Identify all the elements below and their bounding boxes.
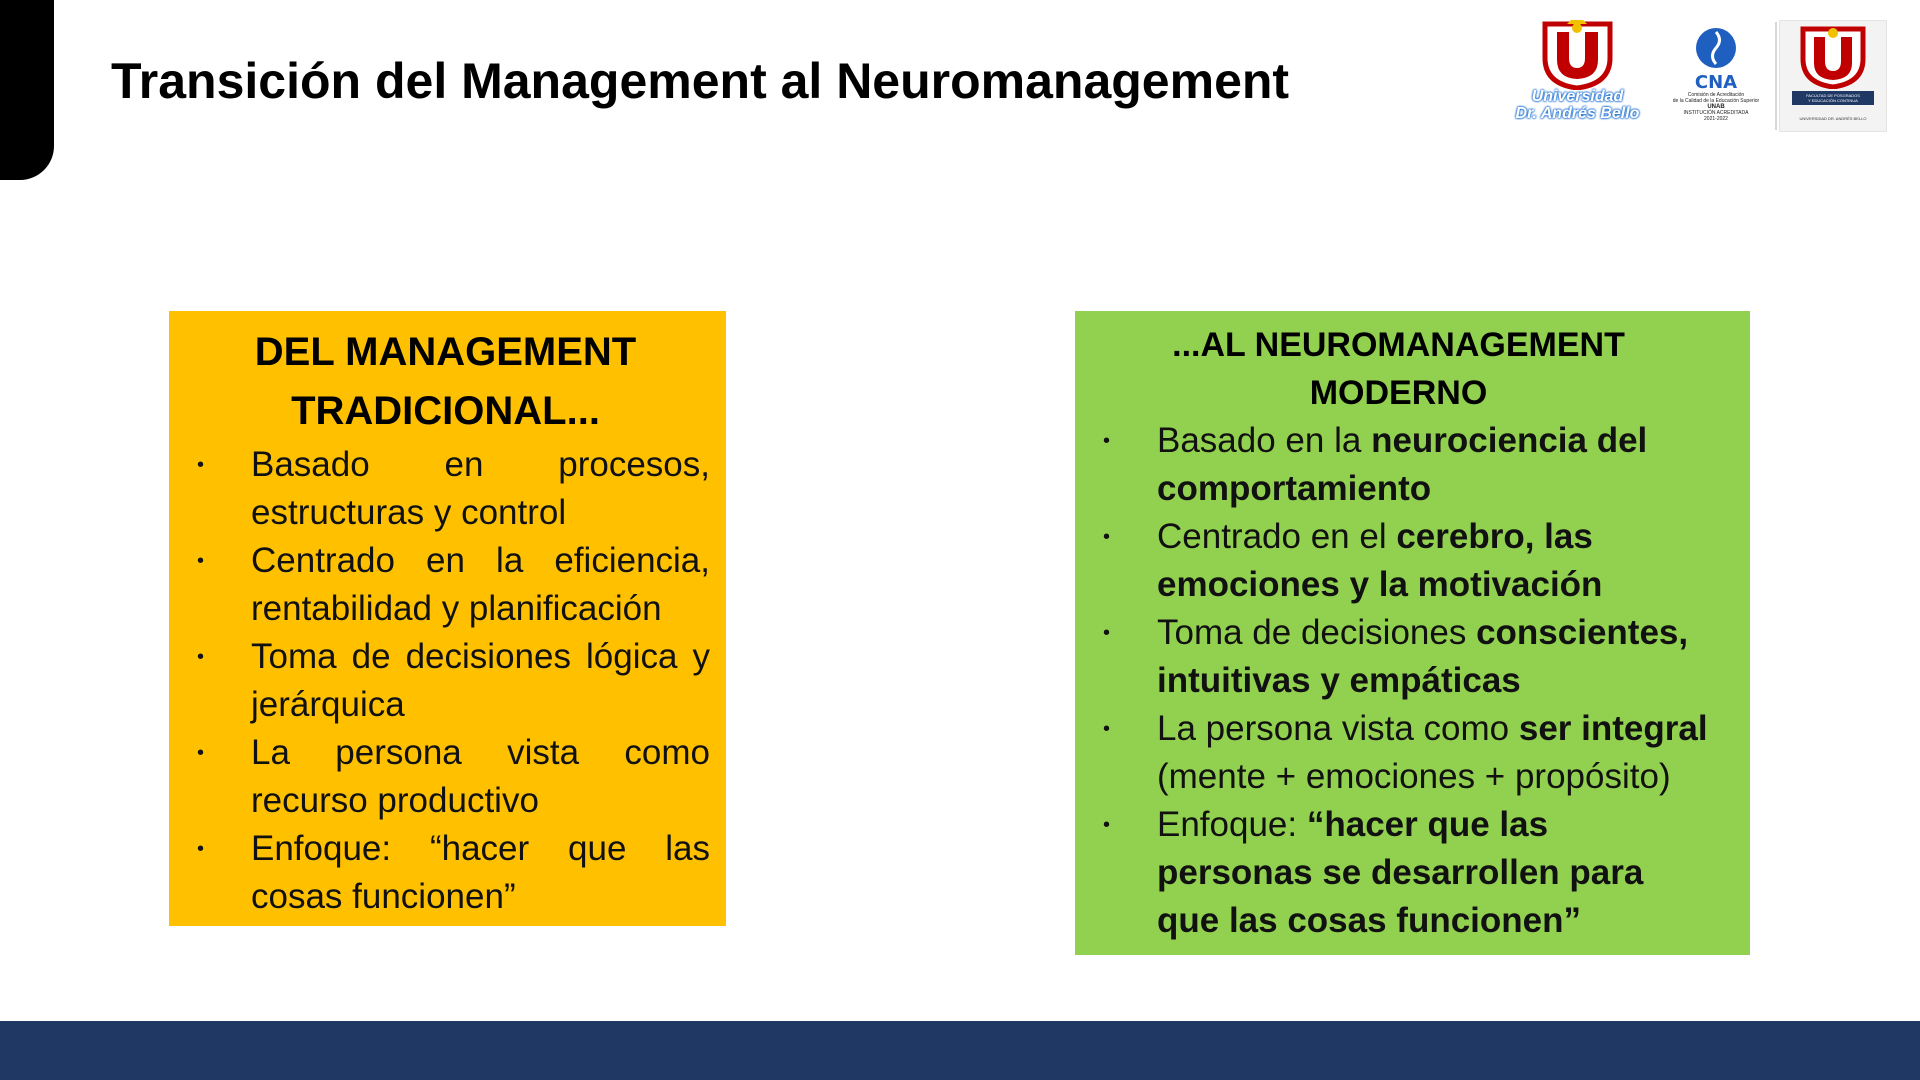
- neuromanagement-title-line1: ...AL NEUROMANAGEMENT: [1172, 326, 1625, 364]
- list-item-text: Centrado en la eficiencia, rentabilidad y planificación: [251, 541, 710, 628]
- list-item: [1087, 801, 1710, 945]
- bullet-icon: •: [197, 550, 205, 572]
- bullet-icon: •: [197, 646, 205, 668]
- university-wordmark: [1505, 88, 1650, 122]
- list-item-text: Centrado en el: [1157, 517, 1397, 556]
- bullet-icon: •: [1103, 430, 1111, 452]
- faculty-shield-icon: [1780, 21, 1886, 89]
- list-item: [1087, 705, 1710, 801]
- list-item-text: La persona vista como: [1157, 709, 1519, 748]
- list-item-emphasis: “hacer que las personas se desarrollen para que las cosas funcionen”: [1157, 805, 1644, 940]
- university-shield-icon: [1505, 18, 1650, 90]
- bullet-icon: •: [1103, 622, 1111, 644]
- slide-title: Transición del Management al Neuromanagement: [111, 53, 1290, 109]
- faculty-logo: [1779, 20, 1887, 132]
- faculty-banner-line2: Y EDUCACIÓN CONTINUA: [1808, 98, 1858, 103]
- accreditation-initials: CNA: [1694, 72, 1738, 92]
- list-item: [181, 825, 710, 921]
- university-wordmark-line1: Universidad: [1531, 88, 1624, 105]
- list-item: [181, 537, 710, 633]
- list-item-emphasis: conscientes, intuitivas y empáticas: [1157, 613, 1689, 700]
- faculty-banner-line1: FACULTAD DE POSGRADOS: [1806, 93, 1860, 98]
- bullet-icon: •: [1103, 718, 1111, 740]
- traditional-title-line1: DEL MANAGEMENT: [254, 330, 637, 374]
- traditional-title-line2: TRADICIONAL...: [291, 389, 600, 433]
- list-item-emphasis: cerebro, las emociones y la motivación: [1157, 517, 1603, 604]
- footer-bar: [0, 1021, 1920, 1080]
- list-item-text: Basado en la: [1157, 421, 1372, 460]
- corner-tab-decoration: [0, 0, 54, 180]
- list-item-emphasis: neurociencia del comportamiento: [1157, 421, 1648, 508]
- list-item: [1087, 513, 1710, 609]
- list-item-text: Enfoque:: [1157, 805, 1307, 844]
- bullet-icon: •: [1103, 526, 1111, 548]
- bullet-icon: •: [197, 742, 205, 764]
- accreditation-seal-icon: [1663, 26, 1769, 92]
- traditional-management-title: [181, 323, 710, 441]
- faculty-footer-text: UNIVERSIDAD DR. ANDRÉS BELLO: [1799, 116, 1867, 121]
- list-item-text: Toma de decisiones lógica y jerárquica: [251, 637, 710, 724]
- bullet-icon: •: [197, 454, 205, 476]
- bullet-icon: •: [197, 838, 205, 860]
- accreditation-caption-line4: INSTITUCIÓN ACREDITADA: [1683, 110, 1749, 116]
- faculty-banner: [1792, 91, 1874, 105]
- neuromanagement-box: [1075, 311, 1750, 955]
- accreditation-caption-line3: UNAB: [1707, 104, 1725, 110]
- accreditation-caption: [1663, 92, 1769, 122]
- list-item: [1087, 417, 1710, 513]
- list-item-text: Basado en procesos, estructuras y control: [251, 445, 710, 532]
- accreditation-caption-line2: de la Calidad de la Educación Superior: [1672, 98, 1760, 104]
- list-item: [1087, 609, 1710, 705]
- list-item: [181, 729, 710, 825]
- list-item-text: La persona vista como recurso productivo: [251, 733, 710, 820]
- bullet-icon: •: [1103, 814, 1111, 836]
- university-logo: [1505, 18, 1650, 126]
- traditional-management-box: [169, 311, 726, 926]
- logo-strip: [1505, 18, 1885, 133]
- accreditation-logo: [1663, 26, 1769, 138]
- list-item: [181, 441, 710, 537]
- list-item-text: Enfoque: “hacer que las cosas funcionen”: [251, 829, 710, 916]
- neuromanagement-title: [1087, 321, 1710, 417]
- university-wordmark-line2: Dr. Andrés Bello: [1515, 105, 1640, 122]
- list-item-tail: (mente + emociones + propósito): [1157, 757, 1671, 796]
- accreditation-caption-line5: 2021-2022: [1704, 116, 1728, 122]
- list-item-emphasis: ser integral: [1518, 709, 1708, 748]
- list-item-text: Toma de decisiones: [1157, 613, 1477, 652]
- accreditation-caption-line1: Comisión de Acreditación: [1687, 92, 1745, 98]
- traditional-management-list: [181, 441, 710, 921]
- neuromanagement-title-line2: MODERNO: [1309, 374, 1488, 412]
- neuromanagement-list: [1087, 417, 1710, 945]
- list-item: [181, 633, 710, 729]
- logo-divider: [1775, 22, 1777, 130]
